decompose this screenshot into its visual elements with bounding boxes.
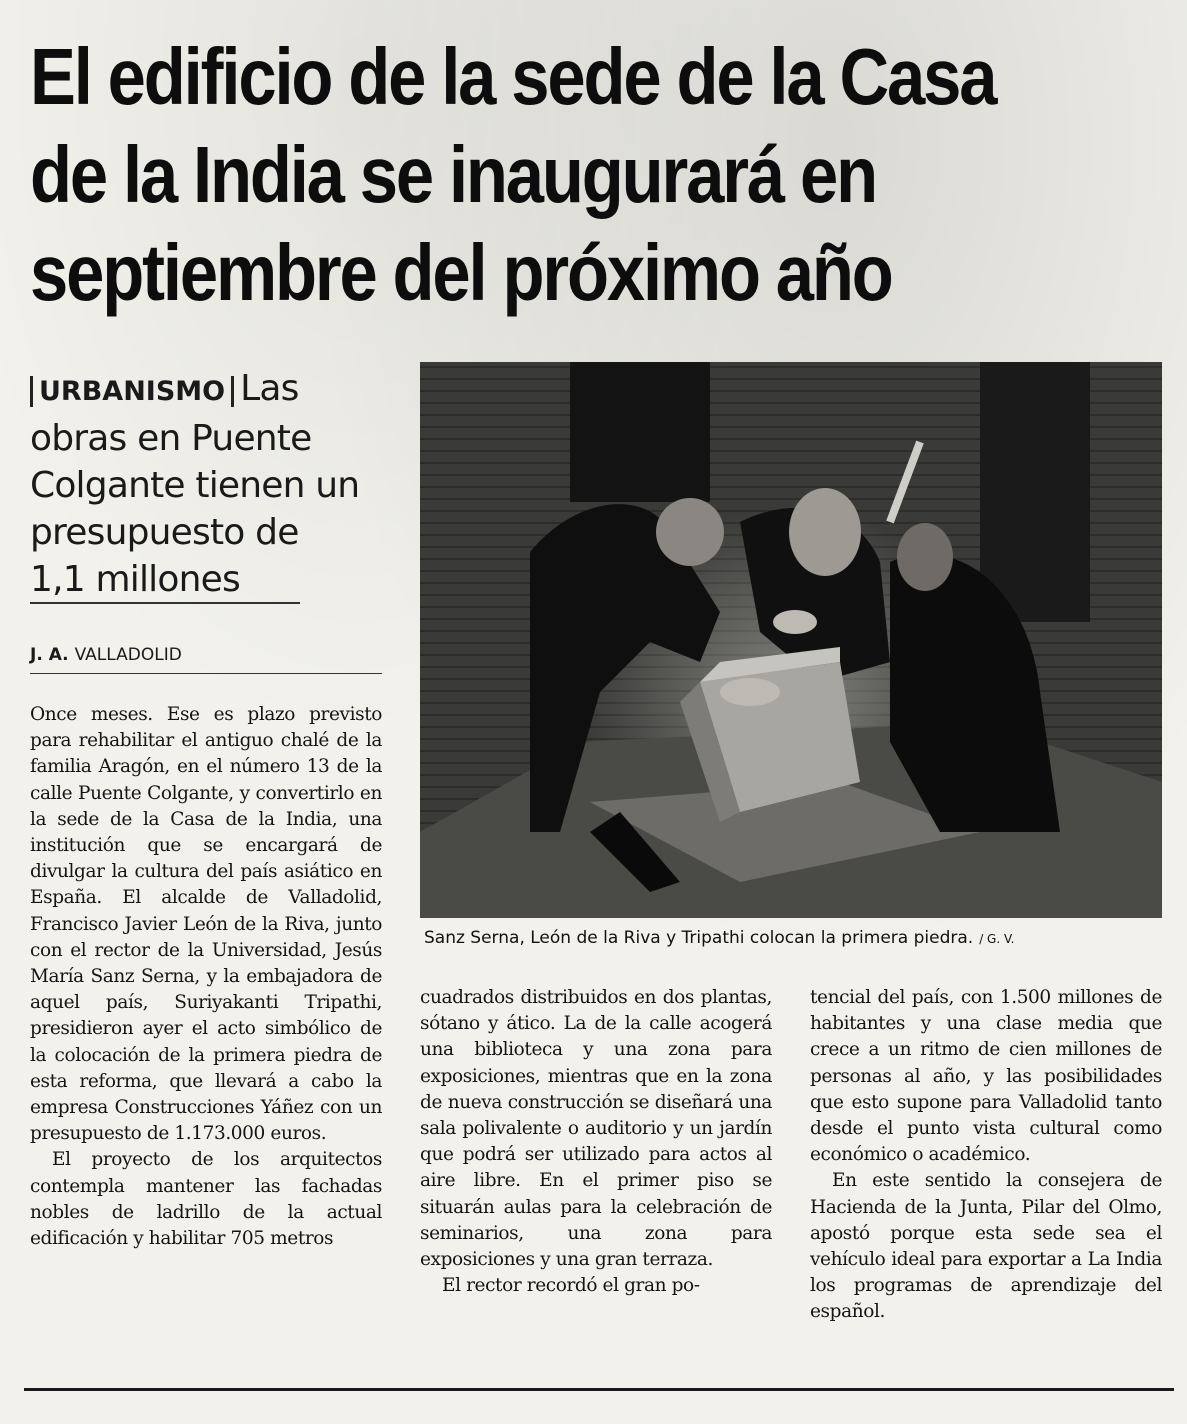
byline-author: J. A.	[30, 645, 69, 665]
photo-caption	[424, 928, 1164, 948]
article-column-3	[810, 985, 1162, 1326]
byline-location: VALLADOLID	[74, 645, 182, 665]
article-column-2	[420, 985, 772, 1299]
caption-text: Sanz Serna, León de la Riva y Tripathi colocan la primera piedra.	[424, 928, 974, 948]
headline	[30, 28, 1002, 322]
photo-illustration	[420, 362, 1162, 918]
headline-line-1: El edificio de la sede de la Casa	[30, 32, 996, 121]
article-column-1	[30, 702, 382, 1252]
paragraph: El proyecto de los arquitectos contempla mantener las fachadas nobles de ladrillo de la actual edificación y habilitar 705 metros	[30, 1149, 382, 1250]
byline	[30, 645, 182, 665]
subheadline	[30, 365, 360, 603]
headline-line-2: de la India se inaugurará en	[30, 130, 876, 219]
headline-line-3: septiembre del próximo año	[30, 228, 892, 317]
byline-divider	[30, 673, 382, 674]
paragraph: En este sentido la consejera de Hacienda de la Junta, Pilar del Olmo, apostó porque esta sede sea el vehículo ideal para exportar a La India los programas de aprendizaje del español.	[810, 1170, 1162, 1323]
paragraph: tencial del país, con 1.500 millones de habitantes y una clase media que crece a un ritmo de cien millones de personas al año, y las posibilidades que esto supone para Valladolid tanto desde el punto vista cultural como económico o académico.	[810, 987, 1162, 1166]
subheadline-text: Las obras en Puente Colgante tienen un presupuesto de 1,1 millones	[30, 368, 360, 600]
photo-credit: / G. V.	[979, 932, 1015, 946]
paragraph: Once meses. Ese es plazo previsto para rehabilitar el antiguo chalé de la familia Aragón, en el número 13 de la calle Puente Colgante, y convertirlo en la sede de la Casa de la India, una institución que se encargará de divulgar la cultura del país asiático en España. El alcalde de Valladolid, Francisco Javier León de la Riva, junto con el rector de la Universidad, Jesús María Sanz Serna, y la embajadora de aquel país, Suriyakanti Tripathi, presidieron ayer el acto simbólico de la colocación de la primera piedra de esta reforma, que llevará a cabo la empresa Construcciones Yáñez con un presupuesto de 1.173.000 euros.	[30, 704, 382, 1145]
subhead-divider	[30, 602, 300, 604]
paragraph: El rector recordó el gran po-	[442, 1275, 700, 1297]
news-photo	[420, 362, 1162, 918]
page-bottom-rule	[24, 1388, 1174, 1391]
paragraph: cuadrados distribuidos en dos plantas, sótano y ático. La de la calle acogerá una biblioteca y una zona para exposiciones, mientras que en la zona de nueva construcción se diseñará una sala polivalente o auditorio y un jardín que podrá ser utilizado para actos al aire libre. En el primer piso se situarán aulas para la celebración de seminarios, una zona para exposiciones y una gran terraza.	[420, 987, 772, 1271]
section-label: URBANISMO	[30, 376, 234, 407]
